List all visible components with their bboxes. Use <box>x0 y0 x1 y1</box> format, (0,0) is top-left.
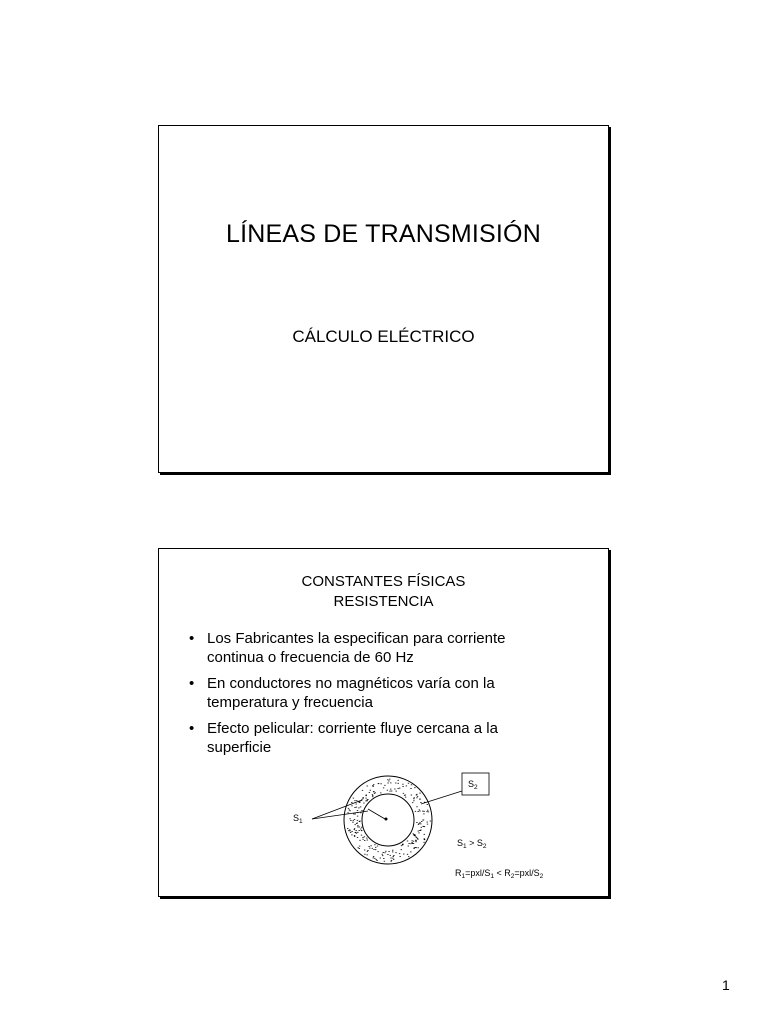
bullet-line: Los Fabricantes la especifican para corriente <box>207 630 506 647</box>
s2-label: $S_2$ <box>468 779 478 791</box>
bullet-line: continua o frecuencia de 60 Hz <box>207 649 414 666</box>
center-dot <box>385 818 388 821</box>
slide-heading-line1: CONSTANTES FÍSICAS <box>301 573 466 590</box>
slide-title <box>158 125 609 473</box>
bullet-line: superficie <box>207 739 272 756</box>
bullet-line: temperatura y frecuencia <box>207 694 373 711</box>
bullet-line: Efecto pelicular: corriente fluye cercana a la <box>207 720 498 737</box>
slide-heading-line2: RESISTENCIA <box>333 593 434 610</box>
s2-pointer <box>421 791 462 804</box>
page-number: 1 <box>722 977 730 993</box>
conductor-inner-circle <box>362 794 414 846</box>
s1-label: $S_1$ <box>293 813 303 825</box>
bullet-line: En conductores no magnéticos varía con la <box>207 675 495 692</box>
bullet-dot: • <box>189 720 195 737</box>
bullet-dot: • <box>189 675 195 692</box>
slide-title-heading: LÍNEAS DE TRANSMISIÓN <box>226 220 541 248</box>
area-relation: $S_1 > S_2$ <box>457 838 487 850</box>
bullet-dot: • <box>189 630 195 647</box>
slide-resistance <box>158 548 609 897</box>
slide-title-subtitle: CÁLCULO ELÉCTRICO <box>292 327 475 346</box>
resistance-formula: $R_1=pxl/S_1 < R_2=pxl/S_2$ <box>455 868 544 880</box>
conductor-diagram <box>159 549 610 898</box>
